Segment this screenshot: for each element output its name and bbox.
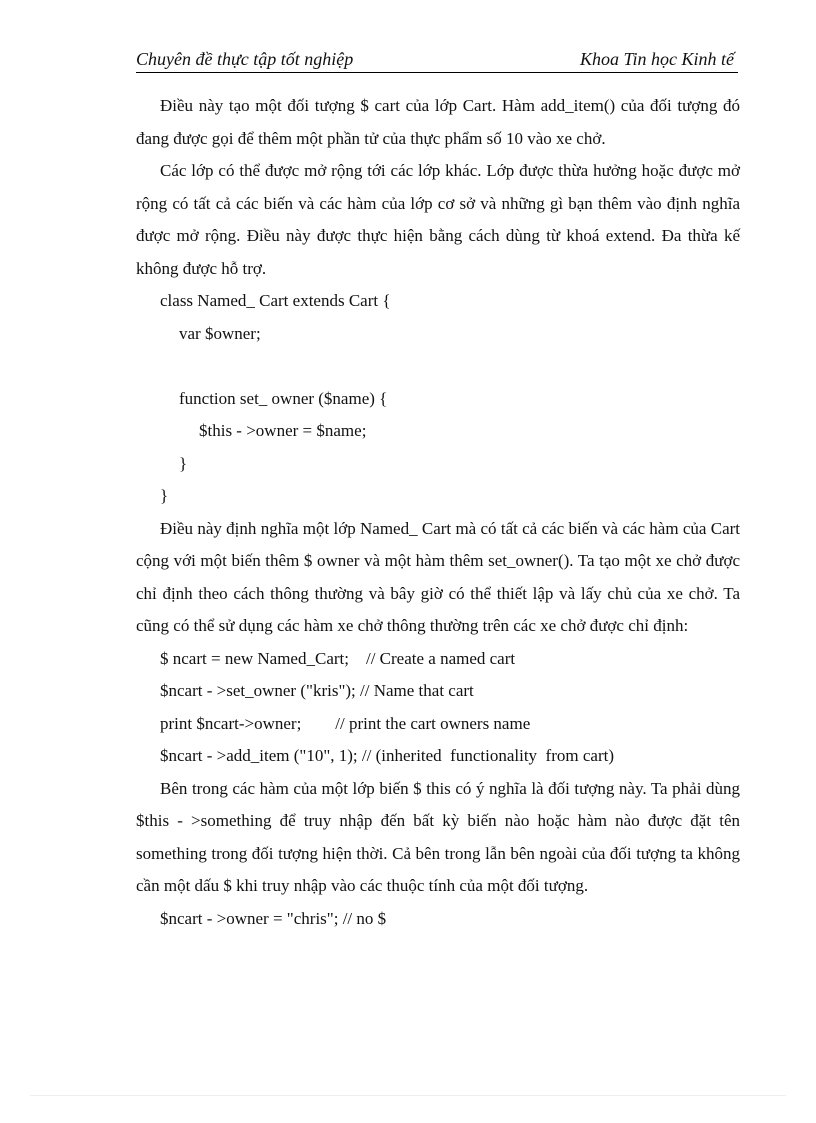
code-line: }: [160, 486, 169, 505]
code-line: function set_ owner ($name) {: [179, 388, 388, 408]
header-title-right: Khoa Tin học Kinh tế: [579, 49, 734, 69]
code-line: $ ncart = new Named_Cart; // Create a named cart: [160, 648, 516, 668]
paragraph-2: Các lớp có thể được mở rộng tới các lớp khác. Lớp được thừa hưởng hoặc được mở rộng có tất cả các biến và các hàm của lớp cơ sở và những gì bạn thêm vào định nghĩa được mở rộng. Điều này được thực hiện bằng cách dùng từ khoá extend. Đa thừa kế không được hỗ trợ.: [136, 161, 740, 278]
header-title-left: Chuyên đề thực tập tốt nghiệp: [136, 49, 354, 69]
footer-divider: [30, 1095, 786, 1096]
code-line: $this - >owner = $name;: [199, 421, 367, 440]
paragraph-3: Điều này định nghĩa một lớp Named_ Cart mà có tất cả các biến và các hàm của Cart cộng với một biến thêm $ owner và một hàm thêm set_owner(). Ta tạo một xe chở được chỉ định theo cách thông thường và bây giờ có thể thiết lập và lấy chủ của xe chở. Ta cũng có thể sử dụng các hàm xe chở thông thường trên các xe chở được chỉ định:: [136, 518, 740, 635]
paragraph-1: Điều này tạo một đối tượng $ cart của lớp Cart. Hàm add_item() của đối tượng đó đang được gọi để thêm một phần tử của thực phẩm số 10 vào xe chở.: [136, 96, 740, 148]
code-line-blank: [136, 350, 740, 383]
code-line: print $ncart->owner; // print the cart owners name: [160, 713, 531, 733]
code-line: $ncart - >owner = "chris"; // no $: [160, 908, 387, 928]
code-block-usage: [136, 643, 740, 773]
page-header: [136, 48, 738, 73]
code-line: var $owner;: [179, 323, 261, 343]
code-line: $ncart - >set_owner ("kris"); // Name that cart: [160, 681, 474, 700]
code-block-class: [136, 285, 740, 513]
code-line: }: [179, 453, 188, 473]
code-line: $ncart - >add_item ("10", 1); // (inherited functionality from cart): [160, 746, 614, 765]
code-line: class Named_ Cart extends Cart {: [160, 291, 391, 310]
paragraph-4: Bên trong các hàm của một lớp biến $ this có ý nghĩa là đối tượng này. Ta phải dùng $this - >something để truy nhập đến bất kỳ biến nào hoặc hàm nào được đặt tên something trong đối tượng hiện thời. Cả bên trong lẫn bên ngoài của đối tượng ta không cần một dấu $ khi truy nhập vào các thuộc tính của một đối tượng.: [136, 778, 740, 895]
document-body: [136, 90, 740, 935]
